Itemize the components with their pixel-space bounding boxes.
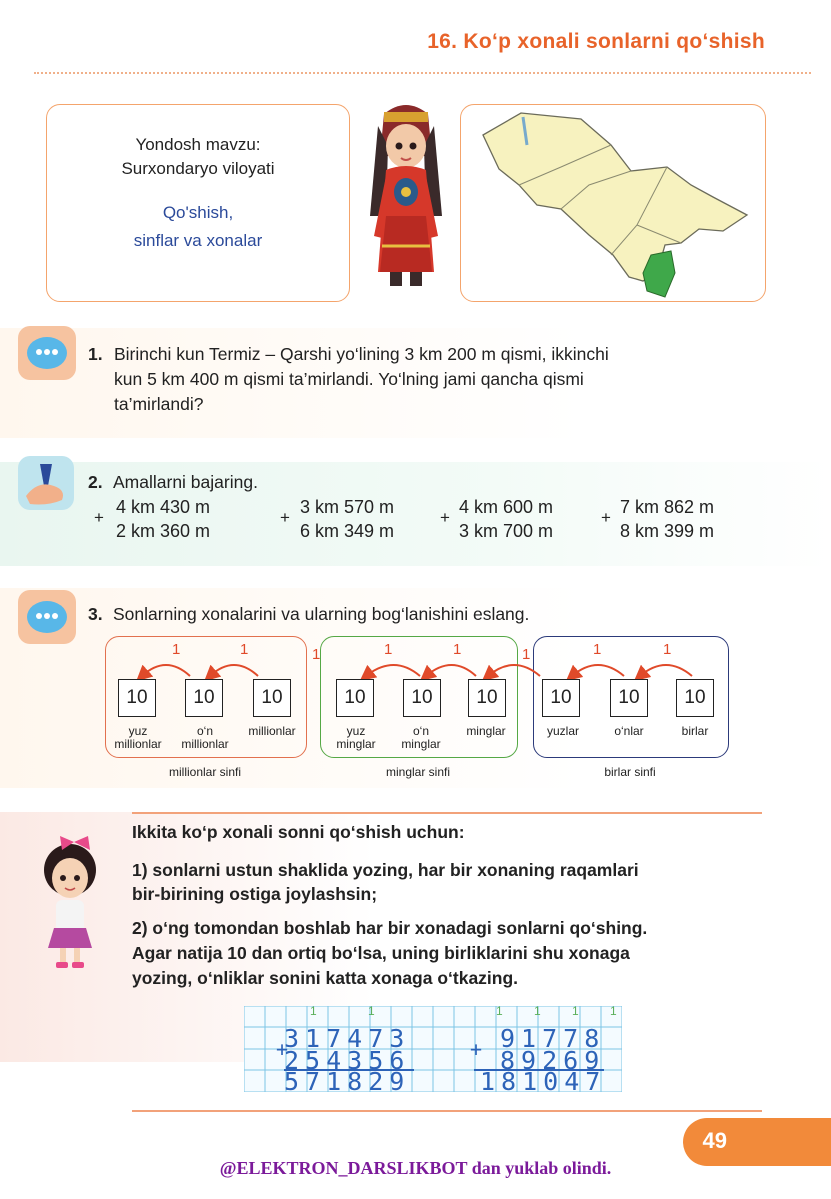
page-number: 49 <box>702 1128 727 1153</box>
girl-illustration <box>30 836 110 970</box>
rule-top-line <box>132 812 762 814</box>
speech-bubble-icon-2 <box>27 601 67 633</box>
right-sum: 181047 <box>480 1067 607 1096</box>
carry-3: 1 <box>312 646 321 663</box>
left-plus: + <box>276 1037 289 1061</box>
label-yuz-minglar: yuz minglar <box>336 724 376 751</box>
label-onlar: o‘nlar <box>614 724 644 738</box>
place-box: 10 <box>542 679 580 717</box>
sum4-b: 8 km 399 m <box>620 521 715 541</box>
place-box: 10 <box>185 679 223 717</box>
task1-number: 1. <box>88 344 103 364</box>
plus-sign-2: + <box>280 508 290 527</box>
footer-watermark: @ELEKTRON_DARSLIKBOT dan yuklab olindi. <box>219 1158 612 1178</box>
carry-8: 1 <box>663 641 672 658</box>
task1-line1: Birinchi kun Termiz – Qarshi yo‘lining 3 km 200 m qismi, ikkinchi <box>114 344 609 364</box>
rule-p2a: 2) o‘ng tomondan boshlab har bir xonadagi sonlarni qo‘shing. <box>132 918 648 938</box>
label-on-minglar: o‘n minglar <box>401 724 441 751</box>
sum2-a: 3 km 570 m <box>300 497 395 517</box>
carry-4: 1 <box>384 641 393 658</box>
left-carries: 1 1 <box>310 1004 399 1018</box>
place-box: 10 <box>468 679 506 717</box>
sum3-b: 3 km 700 m <box>459 521 554 541</box>
carry-5: 1 <box>453 641 462 658</box>
sum4-a: 7 km 862 m <box>620 497 715 517</box>
plus-sign-4: + <box>601 508 611 527</box>
rule-bottom-line <box>132 1110 762 1112</box>
uzbekistan-map <box>461 105 765 301</box>
carry-1: 1 <box>172 641 181 658</box>
rule-p2c: yozing, o‘nliklar sonini katta xonaga o‘tkazing. <box>132 968 519 988</box>
task1-icon <box>18 326 76 380</box>
sum3-a: 4 km 600 m <box>459 497 554 517</box>
rule-p2b: Agar natija 10 dan ortiq bo‘lsa, uning birliklarini shu xonaga <box>132 943 630 963</box>
carry-2: 1 <box>240 641 249 658</box>
sum1-a: 4 km 430 m <box>116 497 211 517</box>
label-yuz-millionlar: yuz millionlar <box>114 724 162 751</box>
topic-line2: Surxondaryo viloyati <box>121 159 275 178</box>
place-box: 10 <box>610 679 648 717</box>
place-box: 10 <box>336 679 374 717</box>
sum1-b: 2 km 360 m <box>116 521 211 541</box>
task2-title: Amallarni bajaring. <box>113 472 258 492</box>
carry-6: 1 <box>522 646 531 663</box>
place-box: 10 <box>676 679 714 717</box>
topic-blue1: Qo'shish, <box>162 203 234 222</box>
label-on-millionlar: o‘n millionlar <box>181 724 229 751</box>
label-millionlar: millionlar <box>248 724 296 738</box>
task1-line2: kun 5 km 400 m qismi ta’mirlandi. Yo‘lning jami qancha qismi <box>114 369 584 389</box>
topic-blue2: sinflar va xonalar <box>133 231 263 250</box>
rule-p1b: bir-birining ostiga joylashsin; <box>132 884 378 904</box>
class-units: birlar sinfi <box>604 765 656 779</box>
class-millions: millionlar sinfi <box>168 765 242 779</box>
left-sum: 571829 <box>284 1067 411 1096</box>
lesson-title: 16. Ko‘p xonali sonlarni qo‘shish <box>427 30 765 53</box>
right-addend-b: 89269 <box>500 1046 606 1075</box>
label-yuzlar: yuzlar <box>546 724 579 738</box>
left-addend-b: 254356 <box>284 1046 411 1075</box>
plus-sign-3: + <box>440 508 450 527</box>
rule-title: Ikkita ko‘p xonali sonni qo‘shish uchun: <box>132 822 465 842</box>
task1-line3: ta’mirlandi? <box>114 394 204 414</box>
sum2-b: 6 km 349 m <box>300 521 395 541</box>
task3-number: 3. <box>88 604 103 624</box>
speech-bubble-icon <box>27 337 67 369</box>
right-carries: 1 1 1 1 <box>496 1004 631 1018</box>
map-box <box>460 104 766 302</box>
plus-sign-1: + <box>94 508 104 527</box>
place-box: 10 <box>253 679 291 717</box>
task3-icon <box>18 590 76 644</box>
right-addend-a: 91778 <box>500 1024 606 1053</box>
place-box: 10 <box>118 679 156 717</box>
rule-p1a: 1) sonlarni ustun shaklida yozing, har bir xonaning raqamlari <box>132 860 639 880</box>
right-plus: + <box>470 1037 483 1061</box>
class-thousands: minglar sinfi <box>385 765 451 779</box>
pencil-hand-icon <box>18 456 74 510</box>
task2-number: 2. <box>88 472 103 492</box>
label-birlar: birlar <box>681 724 709 738</box>
topic-line1: Yondosh mavzu: <box>135 135 261 154</box>
girl-costume-illustration <box>356 96 456 294</box>
topic-box <box>46 104 350 302</box>
task3-title: Sonlarning xonalarini va ularning bog‘lanishini eslang. <box>113 604 530 624</box>
header-divider <box>34 72 811 74</box>
place-box: 10 <box>403 679 441 717</box>
left-addend-a: 317473 <box>284 1024 411 1053</box>
carry-7: 1 <box>593 641 602 658</box>
label-minglar: minglar <box>466 724 506 738</box>
carry-arrows <box>100 640 740 682</box>
